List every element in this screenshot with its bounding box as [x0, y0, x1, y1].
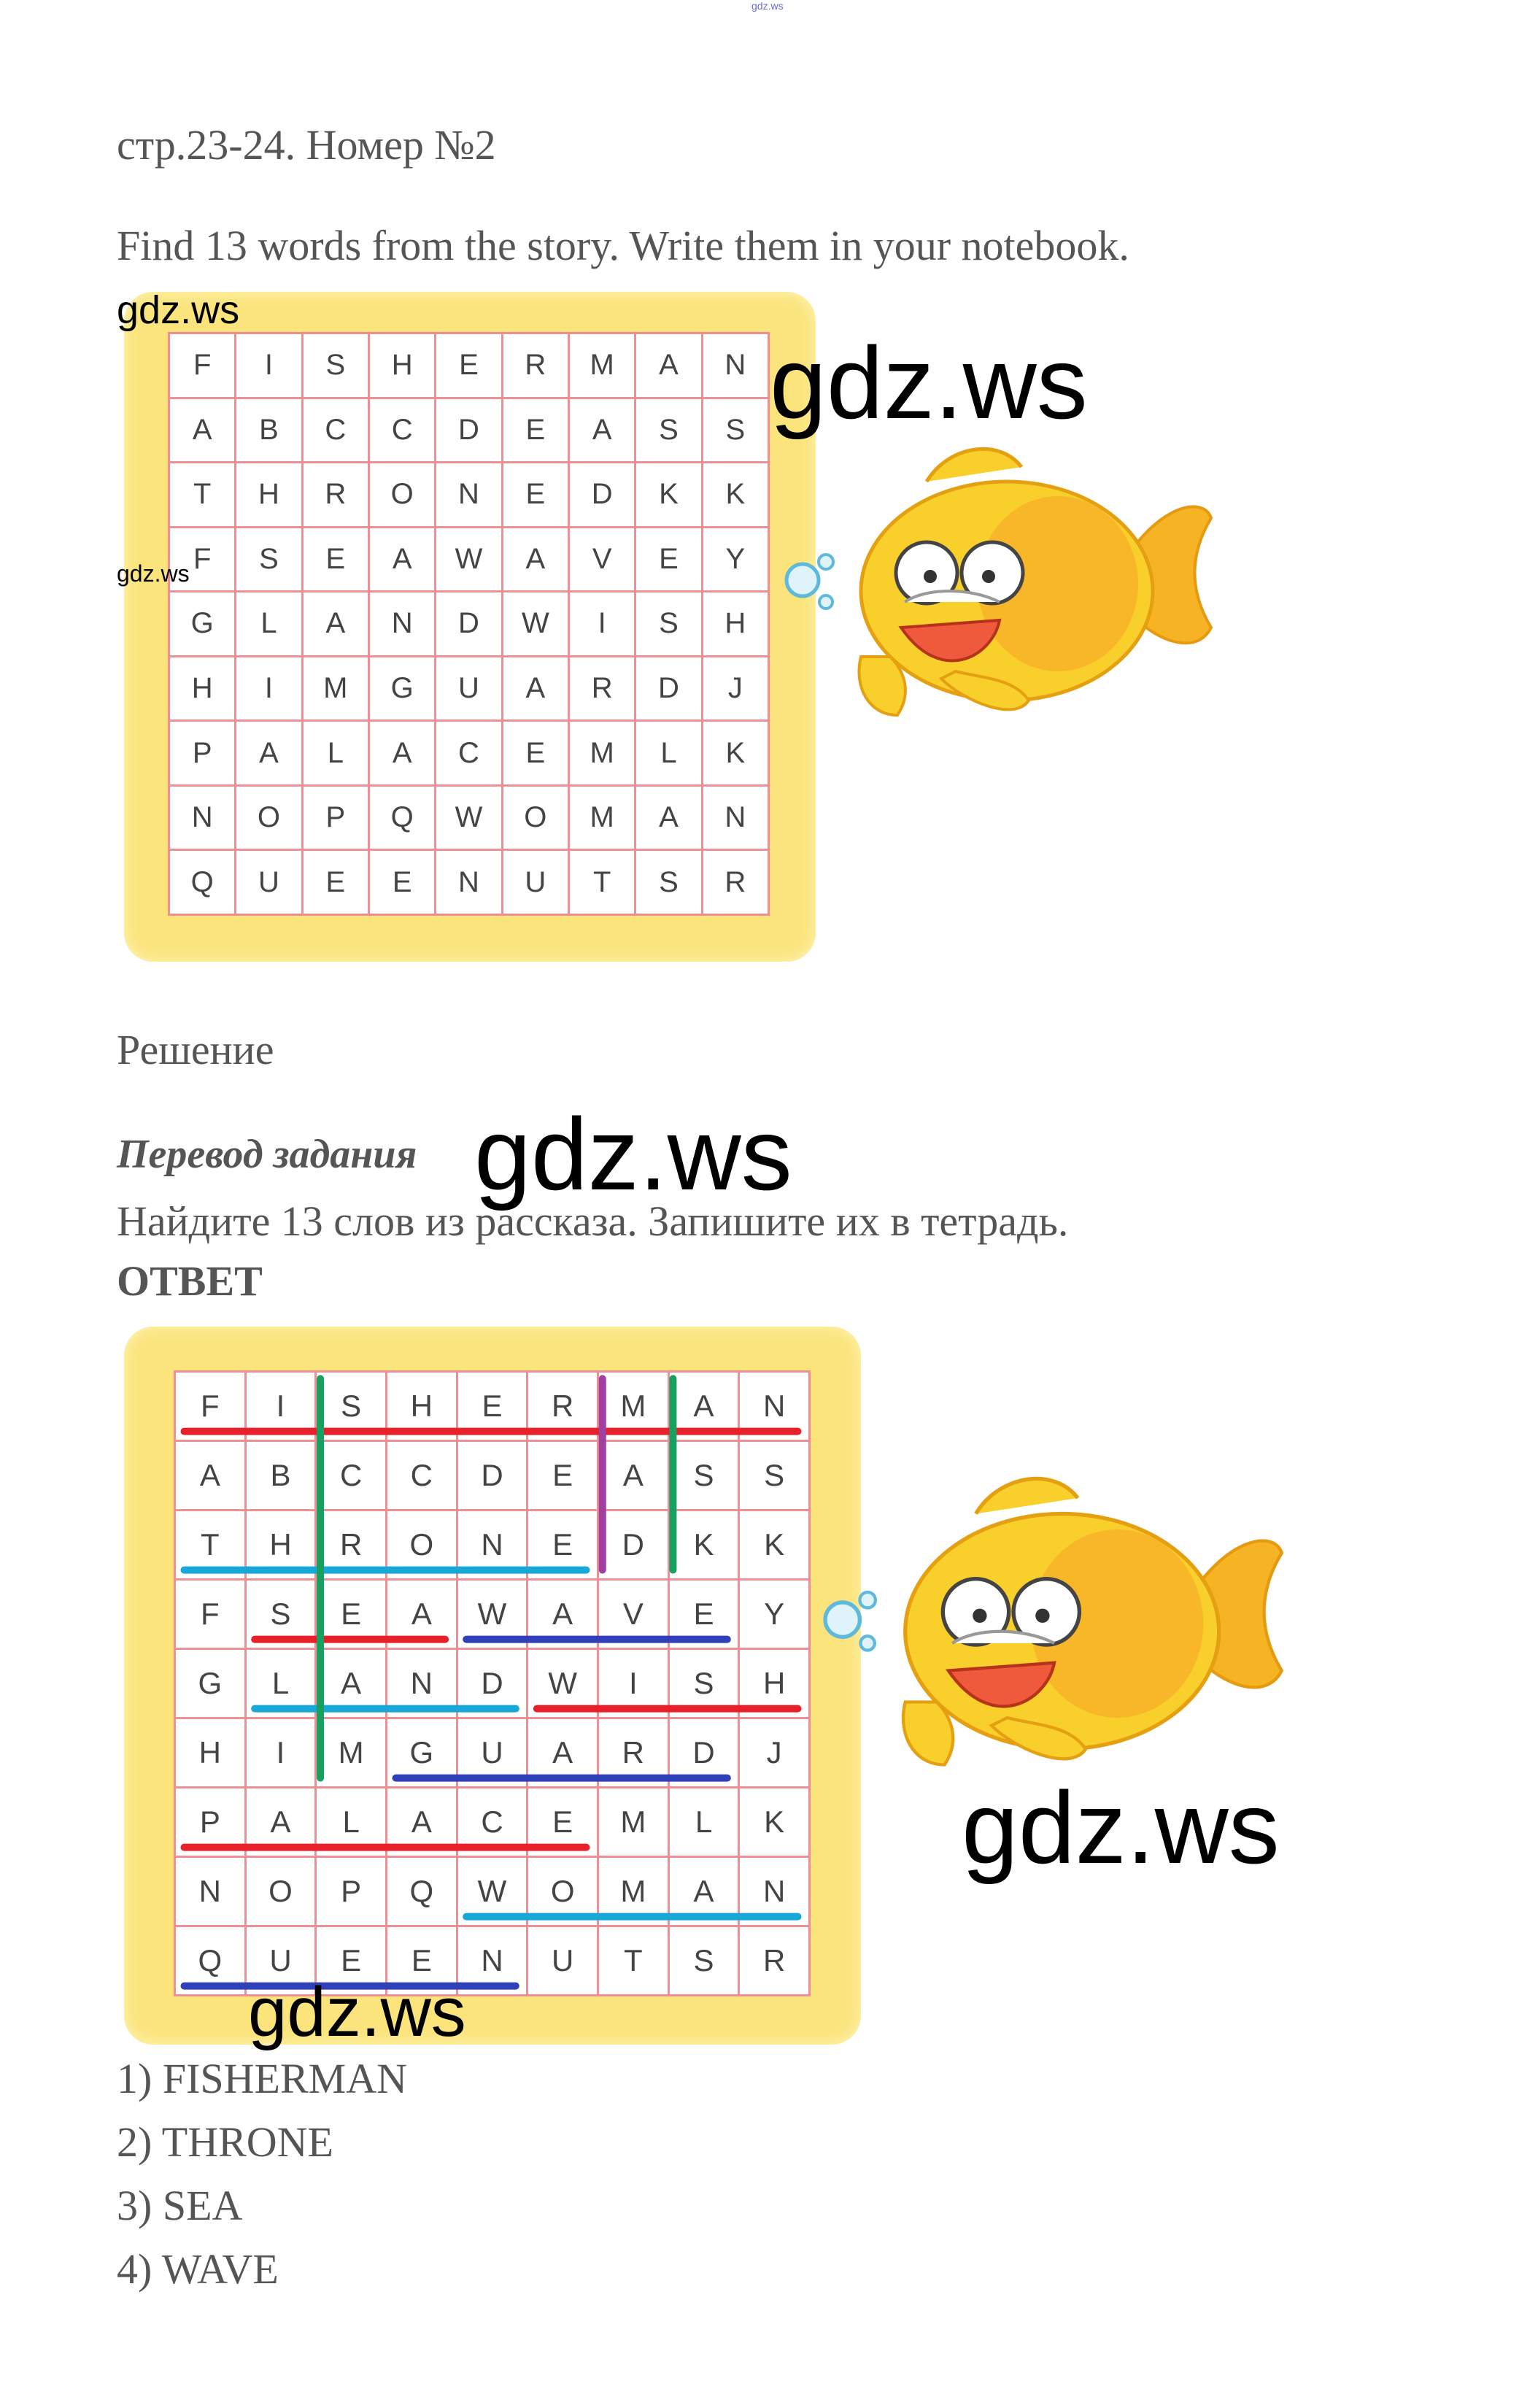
watermark: gdz.ws	[117, 560, 190, 587]
grid-cell: M	[599, 1788, 670, 1858]
grid-cell: S	[670, 1650, 741, 1719]
grid-cell: R	[740, 1927, 811, 1996]
grid-cell: S	[636, 593, 703, 657]
grid-cell: C	[317, 1442, 387, 1511]
grid-cell: Q	[176, 1927, 247, 1996]
grid-cell: N	[387, 1650, 458, 1719]
grid-cell: S	[247, 1581, 317, 1650]
solution-heading: Решение	[117, 1026, 274, 1073]
grid-cell: O	[528, 1858, 599, 1927]
grid-cell: W	[458, 1858, 529, 1927]
grid-cell: D	[458, 1650, 529, 1719]
answer-item: 4) WAVE	[117, 2245, 279, 2293]
grid-cell: M	[599, 1373, 670, 1442]
grid-cell: B	[236, 399, 303, 464]
grid-cell: A	[636, 787, 703, 852]
answer-label: ОТВЕТ	[117, 1257, 263, 1305]
grid-cell: W	[503, 593, 570, 657]
grid-cell: I	[599, 1650, 670, 1719]
grid-cell: A	[236, 722, 303, 787]
grid-cell: U	[503, 851, 570, 916]
fish-illustration	[781, 438, 1218, 730]
grid-cell: N	[436, 463, 503, 528]
grid-cell: S	[703, 399, 770, 464]
grid-cell: L	[636, 722, 703, 787]
grid-cell: W	[436, 787, 503, 852]
grid-cell: T	[599, 1927, 670, 1996]
grid-cell: N	[458, 1927, 529, 1996]
grid-cell: H	[370, 334, 436, 399]
grid-cell: U	[458, 1719, 529, 1788]
grid-cell: S	[740, 1442, 811, 1511]
grid-cell: K	[703, 722, 770, 787]
grid-cell: A	[370, 722, 436, 787]
grid-cell: A	[503, 657, 570, 722]
grid-cell: O	[370, 463, 436, 528]
grid-cell: W	[458, 1581, 529, 1650]
grid-cell: H	[740, 1650, 811, 1719]
grid-cell: S	[670, 1442, 741, 1511]
puzzle-grid	[168, 332, 770, 916]
answer-item: 3) SEA	[117, 2182, 243, 2229]
page-reference: стр.23-24. Номер №2	[117, 121, 496, 169]
grid-cell: G	[370, 657, 436, 722]
grid-cell: N	[740, 1858, 811, 1927]
grid-cell: L	[670, 1788, 741, 1858]
grid-cell: N	[703, 787, 770, 852]
grid-cell: G	[387, 1719, 458, 1788]
watermark: gdz.ws	[474, 1097, 792, 1211]
grid-cell: N	[703, 334, 770, 399]
grid-cell: U	[436, 657, 503, 722]
grid-cell: D	[570, 463, 636, 528]
fish-illustration	[817, 1467, 1291, 1780]
grid-cell: K	[670, 1511, 741, 1581]
grid-cell: N	[170, 787, 236, 852]
grid-cell: D	[599, 1511, 670, 1581]
grid-cell: N	[370, 593, 436, 657]
grid-cell: S	[236, 528, 303, 593]
watermark: gdz.ws	[248, 1973, 466, 2051]
grid-cell: R	[503, 334, 570, 399]
grid-cell: W	[528, 1650, 599, 1719]
grid-cell: H	[387, 1373, 458, 1442]
grid-cell: E	[458, 1373, 529, 1442]
grid-cell: D	[436, 593, 503, 657]
grid-cell: A	[528, 1719, 599, 1788]
grid-cell: L	[236, 593, 303, 657]
grid-cell: N	[458, 1511, 529, 1581]
grid-cell: R	[570, 657, 636, 722]
grid-cell: C	[436, 722, 503, 787]
grid-cell: M	[599, 1858, 670, 1927]
grid-cell: I	[247, 1719, 317, 1788]
grid-cell: W	[436, 528, 503, 593]
grid-cell: C	[387, 1442, 458, 1511]
grid-cell: E	[528, 1511, 599, 1581]
grid-cell: E	[370, 851, 436, 916]
grid-cell: P	[170, 722, 236, 787]
grid-cell: K	[740, 1511, 811, 1581]
grid-cell: G	[176, 1650, 247, 1719]
grid-cell: R	[304, 463, 370, 528]
grid-cell: E	[387, 1927, 458, 1996]
grid-cell: L	[247, 1650, 317, 1719]
grid-cell: V	[599, 1581, 670, 1650]
translation-text: Найдите 13 слов из рассказа. Запишите их в тетрадь.	[117, 1197, 1069, 1245]
top-watermark: gdz.ws	[751, 0, 784, 12]
grid-cell: C	[370, 399, 436, 464]
grid-cell: Q	[387, 1858, 458, 1927]
grid-cell: A	[170, 399, 236, 464]
grid-cell: C	[304, 399, 370, 464]
grid-cell: D	[670, 1719, 741, 1788]
grid-cell: F	[176, 1581, 247, 1650]
task-text: Find 13 words from the story. Write them in your notebook.	[117, 222, 1129, 269]
grid-cell: A	[570, 399, 636, 464]
grid-cell: E	[317, 1581, 387, 1650]
grid-cell: I	[570, 593, 636, 657]
grid-cell: M	[570, 722, 636, 787]
grid-cell: J	[740, 1719, 811, 1788]
grid-cell: M	[304, 657, 370, 722]
grid-cell: M	[570, 787, 636, 852]
grid-cell: O	[387, 1511, 458, 1581]
grid-cell: A	[670, 1373, 741, 1442]
grid-cell: E	[670, 1581, 741, 1650]
grid-cell: O	[503, 787, 570, 852]
grid-cell: T	[570, 851, 636, 916]
grid-cell: K	[740, 1788, 811, 1858]
grid-cell: M	[317, 1719, 387, 1788]
grid-cell: E	[636, 528, 703, 593]
answer-item: 1) FISHERMAN	[117, 2055, 407, 2102]
grid-cell: A	[247, 1788, 317, 1858]
translation-label: Перевод задания	[117, 1132, 417, 1177]
grid-cell: O	[247, 1858, 317, 1927]
grid-cell: F	[170, 528, 236, 593]
grid-cell: S	[670, 1927, 741, 1996]
grid-cell: O	[236, 787, 303, 852]
grid-cell: A	[176, 1442, 247, 1511]
grid-cell: H	[247, 1511, 317, 1581]
grid-cell: E	[436, 334, 503, 399]
grid-cell: H	[170, 657, 236, 722]
grid-cell: E	[503, 399, 570, 464]
answers-list	[117, 2047, 407, 2301]
grid-cell: A	[387, 1788, 458, 1858]
grid-cell: N	[176, 1858, 247, 1927]
grid-cell: Y	[740, 1581, 811, 1650]
grid-cell: H	[703, 593, 770, 657]
grid-cell: L	[317, 1788, 387, 1858]
grid-cell: K	[636, 463, 703, 528]
grid-cell: A	[528, 1581, 599, 1650]
grid-cell: A	[670, 1858, 741, 1927]
grid-cell: A	[370, 528, 436, 593]
grid-cell: H	[176, 1719, 247, 1788]
grid-cell: P	[317, 1858, 387, 1927]
grid-cell: D	[636, 657, 703, 722]
answer-grid	[174, 1370, 811, 1996]
grid-cell: T	[170, 463, 236, 528]
grid-cell: R	[317, 1511, 387, 1581]
grid-cell: I	[247, 1373, 317, 1442]
grid-cell: E	[528, 1442, 599, 1511]
grid-cell: F	[176, 1373, 247, 1442]
watermark: gdz.ws	[962, 1770, 1280, 1885]
grid-cell: E	[304, 528, 370, 593]
grid-cell: K	[703, 463, 770, 528]
grid-cell: S	[636, 399, 703, 464]
watermark: gdz.ws	[117, 288, 240, 332]
grid-cell: A	[317, 1650, 387, 1719]
grid-cell: R	[528, 1373, 599, 1442]
grid-cell: L	[304, 722, 370, 787]
grid-cell: S	[317, 1373, 387, 1442]
grid-cell: S	[636, 851, 703, 916]
grid-cell: S	[304, 334, 370, 399]
grid-cell: N	[436, 851, 503, 916]
grid-cell: D	[436, 399, 503, 464]
grid-cell: Y	[703, 528, 770, 593]
grid-cell: G	[170, 593, 236, 657]
grid-cell: F	[170, 334, 236, 399]
grid-cell: D	[458, 1442, 529, 1511]
grid-cell: V	[570, 528, 636, 593]
answer-item: 2) THRONE	[117, 2118, 333, 2166]
grid-cell: H	[236, 463, 303, 528]
grid-cell: T	[176, 1511, 247, 1581]
grid-cell: B	[247, 1442, 317, 1511]
grid-cell: E	[528, 1788, 599, 1858]
grid-cell: A	[599, 1442, 670, 1511]
grid-cell: A	[503, 528, 570, 593]
grid-cell: E	[304, 851, 370, 916]
grid-cell: J	[703, 657, 770, 722]
grid-cell: P	[176, 1788, 247, 1858]
watermark: gdz.ws	[770, 325, 1088, 440]
grid-cell: U	[236, 851, 303, 916]
grid-cell: E	[503, 722, 570, 787]
grid-cell: C	[458, 1788, 529, 1858]
grid-cell: I	[236, 334, 303, 399]
grid-cell: P	[304, 787, 370, 852]
grid-cell: I	[236, 657, 303, 722]
grid-cell: M	[570, 334, 636, 399]
grid-cell: R	[703, 851, 770, 916]
grid-cell: A	[387, 1581, 458, 1650]
grid-cell: A	[304, 593, 370, 657]
grid-cell: R	[599, 1719, 670, 1788]
grid-cell: E	[503, 463, 570, 528]
grid-cell: U	[528, 1927, 599, 1996]
grid-cell: Q	[370, 787, 436, 852]
grid-cell: A	[636, 334, 703, 399]
grid-cell: N	[740, 1373, 811, 1442]
grid-cell: E	[317, 1927, 387, 1996]
grid-cell: U	[247, 1927, 317, 1996]
grid-cell: Q	[170, 851, 236, 916]
